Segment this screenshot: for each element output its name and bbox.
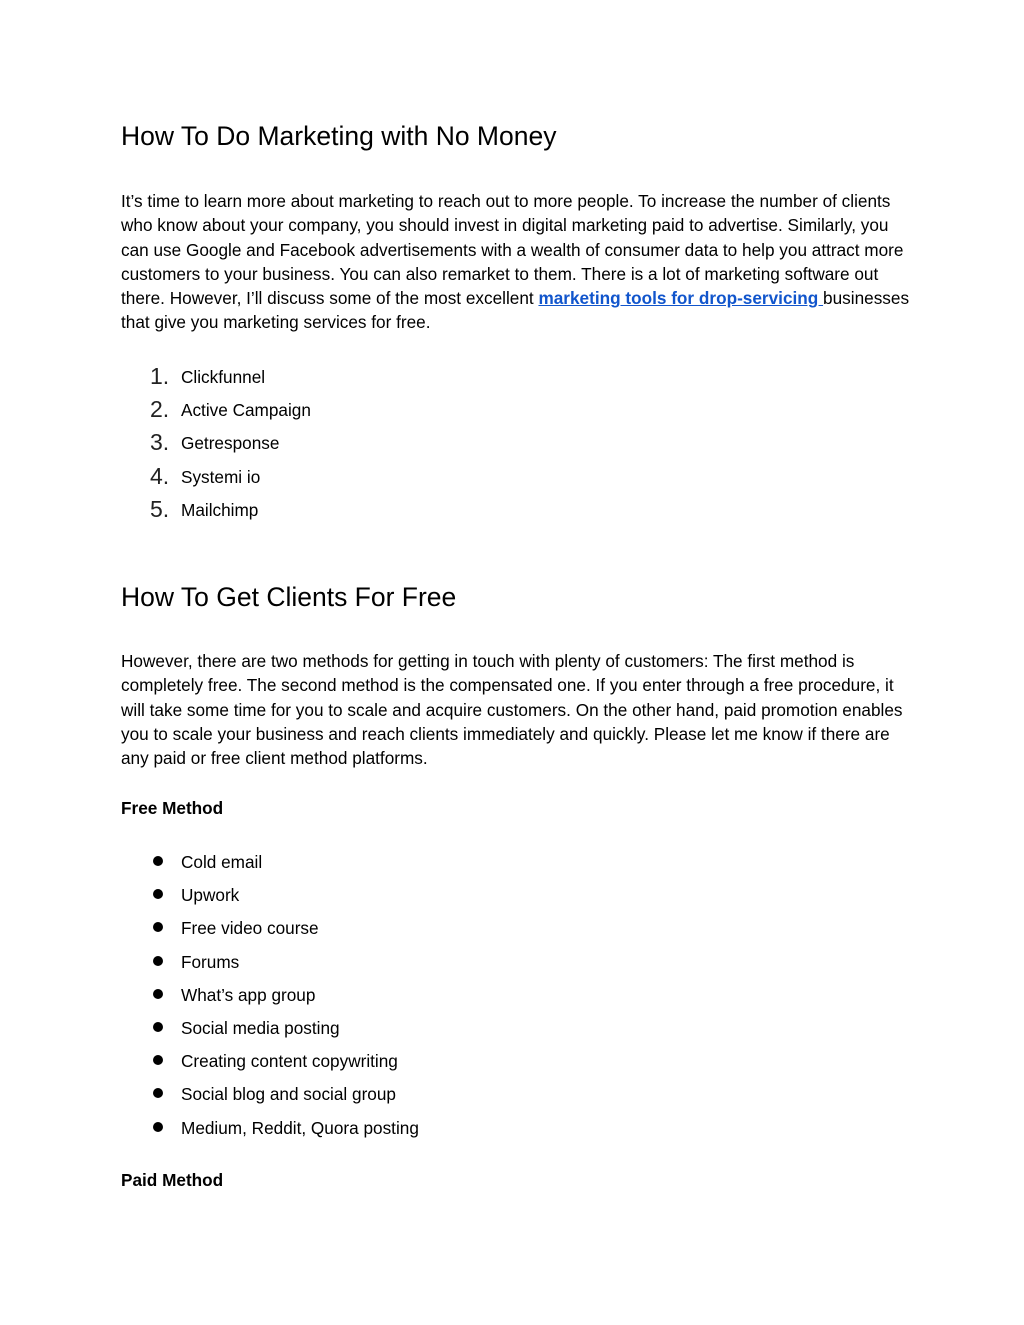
list-item — [0, 460, 1024, 493]
free-method-label: Cold email — [181, 852, 263, 872]
free-method-label: Medium, Reddit, Quora posting — [181, 1117, 419, 1138]
tools-numbered-list — [0, 360, 1024, 526]
list-item — [0, 945, 1024, 978]
bullet-icon — [153, 856, 163, 866]
intro-paragraph — [121, 189, 911, 335]
list-item — [0, 1077, 1024, 1110]
free-method-label: What’s app group — [181, 984, 316, 1005]
list-item — [0, 978, 1024, 1011]
list-number: 5. — [150, 495, 170, 522]
list-number: 4. — [150, 462, 170, 489]
free-method-label: Social blog and social group — [181, 1084, 396, 1105]
tool-label: Systemi io — [181, 466, 261, 487]
heading-marketing-no-money: How To Do Marketing with No Money — [121, 121, 557, 151]
list-number: 2. — [150, 396, 170, 423]
list-item — [0, 911, 1024, 944]
tool-label: Mailchimp — [181, 499, 259, 520]
list-item — [0, 1011, 1024, 1044]
bullet-icon — [153, 1122, 163, 1132]
heading-clients-for-free: How To Get Clients For Free — [121, 582, 457, 612]
list-number: 1. — [150, 363, 170, 389]
free-method-heading: Free Method — [121, 798, 224, 818]
free-methods-bullet-list — [0, 845, 1024, 1144]
list-item — [0, 1111, 1024, 1144]
free-method-label: Free video course — [181, 918, 319, 939]
free-method-label: Upwork — [181, 885, 240, 906]
bullet-icon — [153, 922, 163, 932]
free-method-label: Creating content copywriting — [181, 1051, 398, 1072]
bullet-icon — [153, 1022, 163, 1032]
list-number: 3. — [150, 429, 170, 456]
list-item — [0, 393, 1024, 426]
methods-paragraph: However, there are two methods for getting in touch with plenty of customers: The first method is completely free. The second method is the compensated one. If you enter through a free procedure, it will take some time for you to scale and acquire customers. On the other hand, paid promotion enables you to scale your business and reach clients immediately and quickly. Please let me know if there are any paid or free client method platforms. — [121, 651, 903, 769]
list-item — [0, 360, 1024, 393]
free-method-label: Forums — [181, 951, 240, 972]
intro-text-after-link: businesses that give you marketing services for free. — [121, 288, 910, 333]
list-item — [0, 845, 1024, 878]
intro-text-before-link: It’s time to learn more about marketing to reach out to more people. To increase the number of clients who know about your company, you should invest in digital marketing paid to advertise. Similarly, you can use Google and Facebook advertisements with a wealth of consumer data to help you attract more customers to your business. You can also remarket to them. There is a lot of marketing software out there. However, I’ll discuss some of the most excellent — [121, 191, 904, 309]
tool-label: Getresponse — [181, 433, 280, 454]
paid-method-heading: Paid Method — [121, 1170, 224, 1190]
list-item — [0, 493, 1024, 526]
tool-label: Active Campaign — [181, 400, 311, 421]
list-item — [0, 1044, 1024, 1077]
bullet-icon — [153, 956, 163, 966]
marketing-tools-link[interactable]: marketing tools for drop-servicing — [538, 288, 824, 309]
tool-label: Clickfunnel — [181, 367, 266, 387]
list-item — [0, 426, 1024, 459]
bullet-icon — [153, 1055, 163, 1065]
bullet-icon — [153, 989, 163, 999]
bullet-icon — [153, 889, 163, 899]
free-method-label: Social media posting — [181, 1017, 340, 1038]
bullet-icon — [153, 1088, 163, 1098]
list-item — [0, 878, 1024, 911]
